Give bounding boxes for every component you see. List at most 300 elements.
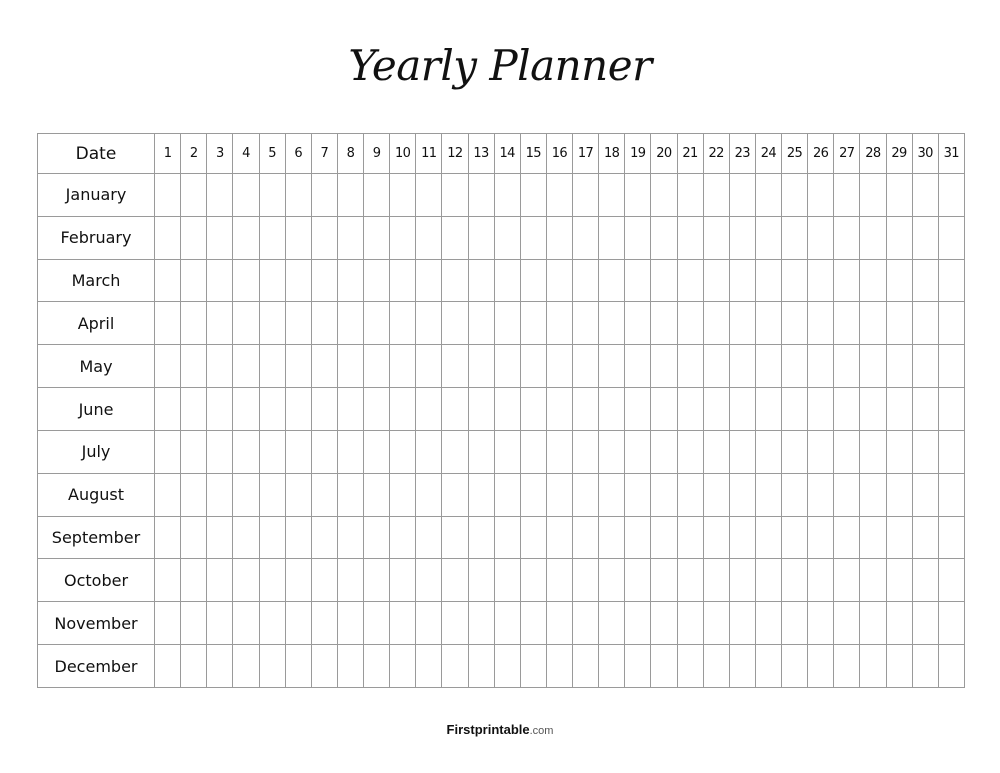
planner-cell[interactable]	[912, 174, 938, 217]
planner-cell[interactable]	[233, 216, 259, 259]
planner-cell[interactable]	[625, 516, 651, 559]
planner-cell[interactable]	[546, 645, 572, 688]
planner-cell[interactable]	[285, 516, 311, 559]
planner-cell[interactable]	[729, 259, 755, 302]
planner-cell[interactable]	[938, 430, 964, 473]
planner-cell[interactable]	[311, 602, 337, 645]
planner-cell[interactable]	[677, 430, 703, 473]
planner-cell[interactable]	[442, 516, 468, 559]
planner-cell[interactable]	[285, 302, 311, 345]
planner-cell[interactable]	[416, 345, 442, 388]
planner-cell[interactable]	[912, 430, 938, 473]
planner-cell[interactable]	[938, 345, 964, 388]
planner-cell[interactable]	[755, 473, 781, 516]
planner-cell[interactable]	[886, 559, 912, 602]
planner-cell[interactable]	[886, 259, 912, 302]
planner-cell[interactable]	[416, 516, 442, 559]
planner-cell[interactable]	[311, 174, 337, 217]
planner-cell[interactable]	[573, 259, 599, 302]
planner-cell[interactable]	[886, 602, 912, 645]
planner-cell[interactable]	[259, 516, 285, 559]
planner-cell[interactable]	[834, 645, 860, 688]
planner-cell[interactable]	[599, 216, 625, 259]
planner-cell[interactable]	[468, 216, 494, 259]
planner-cell[interactable]	[573, 302, 599, 345]
planner-cell[interactable]	[703, 559, 729, 602]
planner-cell[interactable]	[834, 559, 860, 602]
planner-cell[interactable]	[573, 645, 599, 688]
planner-cell[interactable]	[520, 602, 546, 645]
planner-cell[interactable]	[599, 259, 625, 302]
planner-cell[interactable]	[520, 559, 546, 602]
planner-cell[interactable]	[233, 302, 259, 345]
planner-cell[interactable]	[808, 602, 834, 645]
planner-cell[interactable]	[207, 516, 233, 559]
planner-cell[interactable]	[782, 430, 808, 473]
planner-cell[interactable]	[364, 645, 390, 688]
planner-cell[interactable]	[311, 645, 337, 688]
planner-cell[interactable]	[468, 602, 494, 645]
planner-cell[interactable]	[233, 516, 259, 559]
planner-cell[interactable]	[364, 216, 390, 259]
planner-cell[interactable]	[442, 345, 468, 388]
planner-cell[interactable]	[729, 216, 755, 259]
planner-cell[interactable]	[808, 473, 834, 516]
planner-cell[interactable]	[494, 174, 520, 217]
planner-cell[interactable]	[311, 516, 337, 559]
planner-cell[interactable]	[782, 345, 808, 388]
planner-cell[interactable]	[311, 216, 337, 259]
planner-cell[interactable]	[285, 645, 311, 688]
planner-cell[interactable]	[938, 174, 964, 217]
planner-cell[interactable]	[285, 473, 311, 516]
planner-cell[interactable]	[755, 430, 781, 473]
planner-cell[interactable]	[155, 430, 181, 473]
planner-cell[interactable]	[729, 430, 755, 473]
planner-cell[interactable]	[546, 388, 572, 431]
planner-cell[interactable]	[494, 559, 520, 602]
planner-cell[interactable]	[782, 559, 808, 602]
planner-cell[interactable]	[782, 602, 808, 645]
planner-cell[interactable]	[520, 645, 546, 688]
planner-cell[interactable]	[599, 516, 625, 559]
planner-cell[interactable]	[207, 602, 233, 645]
planner-cell[interactable]	[155, 473, 181, 516]
planner-cell[interactable]	[259, 302, 285, 345]
planner-cell[interactable]	[337, 645, 363, 688]
planner-cell[interactable]	[259, 473, 285, 516]
planner-cell[interactable]	[599, 559, 625, 602]
planner-cell[interactable]	[494, 388, 520, 431]
planner-cell[interactable]	[651, 345, 677, 388]
planner-cell[interactable]	[207, 430, 233, 473]
planner-cell[interactable]	[546, 516, 572, 559]
planner-cell[interactable]	[416, 473, 442, 516]
planner-cell[interactable]	[155, 345, 181, 388]
planner-cell[interactable]	[416, 430, 442, 473]
planner-cell[interactable]	[337, 345, 363, 388]
planner-cell[interactable]	[442, 216, 468, 259]
planner-cell[interactable]	[233, 259, 259, 302]
planner-cell[interactable]	[285, 216, 311, 259]
planner-cell[interactable]	[573, 602, 599, 645]
planner-cell[interactable]	[442, 645, 468, 688]
planner-cell[interactable]	[233, 559, 259, 602]
planner-cell[interactable]	[259, 216, 285, 259]
planner-cell[interactable]	[755, 559, 781, 602]
planner-cell[interactable]	[337, 430, 363, 473]
planner-cell[interactable]	[155, 174, 181, 217]
planner-cell[interactable]	[599, 602, 625, 645]
planner-cell[interactable]	[860, 645, 886, 688]
planner-cell[interactable]	[390, 345, 416, 388]
planner-cell[interactable]	[364, 559, 390, 602]
planner-cell[interactable]	[912, 259, 938, 302]
planner-cell[interactable]	[181, 559, 207, 602]
planner-cell[interactable]	[546, 473, 572, 516]
planner-cell[interactable]	[729, 388, 755, 431]
planner-cell[interactable]	[207, 174, 233, 217]
planner-cell[interactable]	[651, 388, 677, 431]
planner-cell[interactable]	[181, 430, 207, 473]
planner-cell[interactable]	[573, 559, 599, 602]
planner-cell[interactable]	[625, 473, 651, 516]
planner-cell[interactable]	[390, 388, 416, 431]
planner-cell[interactable]	[808, 174, 834, 217]
planner-cell[interactable]	[285, 345, 311, 388]
planner-cell[interactable]	[494, 473, 520, 516]
planner-cell[interactable]	[938, 473, 964, 516]
planner-cell[interactable]	[808, 302, 834, 345]
planner-cell[interactable]	[155, 388, 181, 431]
planner-cell[interactable]	[808, 559, 834, 602]
planner-cell[interactable]	[364, 174, 390, 217]
planner-cell[interactable]	[651, 430, 677, 473]
planner-cell[interactable]	[651, 559, 677, 602]
planner-cell[interactable]	[573, 174, 599, 217]
planner-cell[interactable]	[573, 473, 599, 516]
planner-cell[interactable]	[808, 345, 834, 388]
planner-cell[interactable]	[651, 174, 677, 217]
planner-cell[interactable]	[755, 388, 781, 431]
planner-cell[interactable]	[912, 516, 938, 559]
planner-cell[interactable]	[311, 473, 337, 516]
planner-cell[interactable]	[311, 302, 337, 345]
planner-cell[interactable]	[259, 559, 285, 602]
planner-cell[interactable]	[442, 302, 468, 345]
planner-cell[interactable]	[573, 216, 599, 259]
planner-cell[interactable]	[677, 216, 703, 259]
planner-cell[interactable]	[782, 473, 808, 516]
planner-cell[interactable]	[729, 174, 755, 217]
planner-cell[interactable]	[834, 388, 860, 431]
planner-cell[interactable]	[703, 302, 729, 345]
planner-cell[interactable]	[468, 388, 494, 431]
planner-cell[interactable]	[155, 516, 181, 559]
planner-cell[interactable]	[416, 259, 442, 302]
planner-cell[interactable]	[599, 302, 625, 345]
planner-cell[interactable]	[207, 216, 233, 259]
planner-cell[interactable]	[259, 174, 285, 217]
planner-cell[interactable]	[155, 602, 181, 645]
planner-cell[interactable]	[651, 473, 677, 516]
planner-cell[interactable]	[938, 388, 964, 431]
planner-cell[interactable]	[782, 645, 808, 688]
planner-cell[interactable]	[755, 602, 781, 645]
planner-cell[interactable]	[285, 430, 311, 473]
planner-cell[interactable]	[729, 345, 755, 388]
planner-cell[interactable]	[155, 259, 181, 302]
planner-cell[interactable]	[703, 602, 729, 645]
planner-cell[interactable]	[468, 345, 494, 388]
planner-cell[interactable]	[886, 174, 912, 217]
planner-cell[interactable]	[677, 645, 703, 688]
planner-cell[interactable]	[416, 645, 442, 688]
planner-cell[interactable]	[782, 216, 808, 259]
planner-cell[interactable]	[729, 559, 755, 602]
planner-cell[interactable]	[364, 430, 390, 473]
planner-cell[interactable]	[755, 645, 781, 688]
planner-cell[interactable]	[233, 602, 259, 645]
planner-cell[interactable]	[912, 216, 938, 259]
planner-cell[interactable]	[808, 430, 834, 473]
planner-cell[interactable]	[494, 602, 520, 645]
planner-cell[interactable]	[337, 559, 363, 602]
planner-cell[interactable]	[599, 174, 625, 217]
planner-cell[interactable]	[390, 259, 416, 302]
planner-cell[interactable]	[729, 302, 755, 345]
planner-cell[interactable]	[233, 645, 259, 688]
planner-cell[interactable]	[520, 388, 546, 431]
planner-cell[interactable]	[886, 516, 912, 559]
planner-cell[interactable]	[912, 645, 938, 688]
planner-cell[interactable]	[285, 174, 311, 217]
planner-cell[interactable]	[207, 388, 233, 431]
planner-cell[interactable]	[703, 430, 729, 473]
planner-cell[interactable]	[755, 216, 781, 259]
planner-cell[interactable]	[337, 473, 363, 516]
planner-cell[interactable]	[573, 345, 599, 388]
planner-cell[interactable]	[677, 259, 703, 302]
planner-cell[interactable]	[520, 259, 546, 302]
planner-cell[interactable]	[599, 645, 625, 688]
planner-cell[interactable]	[364, 602, 390, 645]
planner-cell[interactable]	[860, 430, 886, 473]
planner-cell[interactable]	[625, 430, 651, 473]
planner-cell[interactable]	[207, 473, 233, 516]
planner-cell[interactable]	[337, 302, 363, 345]
planner-cell[interactable]	[573, 388, 599, 431]
planner-cell[interactable]	[755, 174, 781, 217]
planner-cell[interactable]	[390, 645, 416, 688]
planner-cell[interactable]	[468, 174, 494, 217]
planner-cell[interactable]	[808, 388, 834, 431]
planner-cell[interactable]	[599, 430, 625, 473]
planner-cell[interactable]	[782, 516, 808, 559]
planner-cell[interactable]	[259, 259, 285, 302]
planner-cell[interactable]	[625, 388, 651, 431]
planner-cell[interactable]	[782, 259, 808, 302]
planner-cell[interactable]	[468, 259, 494, 302]
planner-cell[interactable]	[886, 430, 912, 473]
planner-cell[interactable]	[834, 602, 860, 645]
planner-cell[interactable]	[546, 345, 572, 388]
planner-cell[interactable]	[729, 516, 755, 559]
planner-cell[interactable]	[651, 302, 677, 345]
planner-cell[interactable]	[782, 174, 808, 217]
planner-cell[interactable]	[834, 473, 860, 516]
planner-cell[interactable]	[860, 259, 886, 302]
planner-cell[interactable]	[834, 259, 860, 302]
planner-cell[interactable]	[364, 388, 390, 431]
planner-cell[interactable]	[311, 559, 337, 602]
planner-cell[interactable]	[860, 174, 886, 217]
planner-cell[interactable]	[520, 345, 546, 388]
planner-cell[interactable]	[494, 430, 520, 473]
planner-cell[interactable]	[546, 174, 572, 217]
planner-cell[interactable]	[860, 473, 886, 516]
planner-cell[interactable]	[886, 645, 912, 688]
planner-cell[interactable]	[181, 388, 207, 431]
planner-cell[interactable]	[337, 516, 363, 559]
planner-cell[interactable]	[625, 559, 651, 602]
planner-cell[interactable]	[181, 602, 207, 645]
planner-cell[interactable]	[938, 302, 964, 345]
planner-cell[interactable]	[912, 473, 938, 516]
planner-cell[interactable]	[468, 473, 494, 516]
planner-cell[interactable]	[155, 216, 181, 259]
planner-cell[interactable]	[259, 602, 285, 645]
planner-cell[interactable]	[311, 259, 337, 302]
planner-cell[interactable]	[938, 216, 964, 259]
planner-cell[interactable]	[285, 388, 311, 431]
planner-cell[interactable]	[520, 430, 546, 473]
planner-cell[interactable]	[703, 645, 729, 688]
planner-cell[interactable]	[494, 216, 520, 259]
planner-cell[interactable]	[651, 216, 677, 259]
planner-cell[interactable]	[520, 302, 546, 345]
planner-cell[interactable]	[233, 174, 259, 217]
planner-cell[interactable]	[938, 559, 964, 602]
planner-cell[interactable]	[677, 602, 703, 645]
planner-cell[interactable]	[390, 216, 416, 259]
planner-cell[interactable]	[912, 602, 938, 645]
planner-cell[interactable]	[677, 345, 703, 388]
planner-cell[interactable]	[625, 345, 651, 388]
planner-cell[interactable]	[703, 473, 729, 516]
planner-cell[interactable]	[651, 602, 677, 645]
planner-cell[interactable]	[625, 302, 651, 345]
planner-cell[interactable]	[390, 302, 416, 345]
planner-cell[interactable]	[233, 345, 259, 388]
planner-cell[interactable]	[703, 174, 729, 217]
planner-cell[interactable]	[181, 302, 207, 345]
planner-cell[interactable]	[494, 516, 520, 559]
planner-cell[interactable]	[520, 216, 546, 259]
planner-cell[interactable]	[860, 559, 886, 602]
planner-cell[interactable]	[337, 216, 363, 259]
planner-cell[interactable]	[390, 559, 416, 602]
planner-cell[interactable]	[416, 602, 442, 645]
planner-cell[interactable]	[390, 430, 416, 473]
planner-cell[interactable]	[337, 174, 363, 217]
planner-cell[interactable]	[625, 645, 651, 688]
planner-cell[interactable]	[834, 345, 860, 388]
planner-cell[interactable]	[546, 602, 572, 645]
planner-cell[interactable]	[938, 645, 964, 688]
planner-cell[interactable]	[834, 516, 860, 559]
planner-cell[interactable]	[912, 302, 938, 345]
planner-cell[interactable]	[311, 430, 337, 473]
planner-cell[interactable]	[860, 302, 886, 345]
planner-cell[interactable]	[181, 645, 207, 688]
planner-cell[interactable]	[755, 302, 781, 345]
planner-cell[interactable]	[546, 216, 572, 259]
planner-cell[interactable]	[625, 174, 651, 217]
planner-cell[interactable]	[834, 174, 860, 217]
planner-cell[interactable]	[808, 259, 834, 302]
planner-cell[interactable]	[546, 302, 572, 345]
planner-cell[interactable]	[755, 345, 781, 388]
planner-cell[interactable]	[364, 473, 390, 516]
planner-cell[interactable]	[912, 345, 938, 388]
planner-cell[interactable]	[259, 388, 285, 431]
planner-cell[interactable]	[181, 516, 207, 559]
planner-cell[interactable]	[703, 388, 729, 431]
planner-cell[interactable]	[494, 302, 520, 345]
planner-cell[interactable]	[468, 559, 494, 602]
planner-cell[interactable]	[625, 602, 651, 645]
planner-cell[interactable]	[259, 645, 285, 688]
planner-cell[interactable]	[599, 345, 625, 388]
planner-cell[interactable]	[155, 559, 181, 602]
planner-cell[interactable]	[782, 388, 808, 431]
planner-cell[interactable]	[729, 645, 755, 688]
planner-cell[interactable]	[442, 174, 468, 217]
planner-cell[interactable]	[416, 216, 442, 259]
planner-cell[interactable]	[808, 216, 834, 259]
planner-cell[interactable]	[442, 473, 468, 516]
planner-cell[interactable]	[442, 259, 468, 302]
planner-cell[interactable]	[729, 602, 755, 645]
planner-cell[interactable]	[285, 602, 311, 645]
planner-cell[interactable]	[520, 516, 546, 559]
planner-cell[interactable]	[181, 345, 207, 388]
planner-cell[interactable]	[703, 516, 729, 559]
planner-cell[interactable]	[337, 388, 363, 431]
planner-cell[interactable]	[494, 259, 520, 302]
planner-cell[interactable]	[311, 388, 337, 431]
planner-cell[interactable]	[651, 516, 677, 559]
planner-cell[interactable]	[834, 430, 860, 473]
planner-cell[interactable]	[573, 516, 599, 559]
planner-cell[interactable]	[259, 345, 285, 388]
planner-cell[interactable]	[886, 473, 912, 516]
planner-cell[interactable]	[259, 430, 285, 473]
planner-cell[interactable]	[233, 388, 259, 431]
planner-cell[interactable]	[337, 259, 363, 302]
planner-cell[interactable]	[782, 302, 808, 345]
planner-cell[interactable]	[468, 516, 494, 559]
planner-cell[interactable]	[416, 302, 442, 345]
planner-cell[interactable]	[390, 516, 416, 559]
planner-cell[interactable]	[834, 302, 860, 345]
planner-cell[interactable]	[677, 516, 703, 559]
planner-cell[interactable]	[886, 388, 912, 431]
planner-cell[interactable]	[755, 259, 781, 302]
planner-cell[interactable]	[703, 345, 729, 388]
planner-cell[interactable]	[546, 559, 572, 602]
